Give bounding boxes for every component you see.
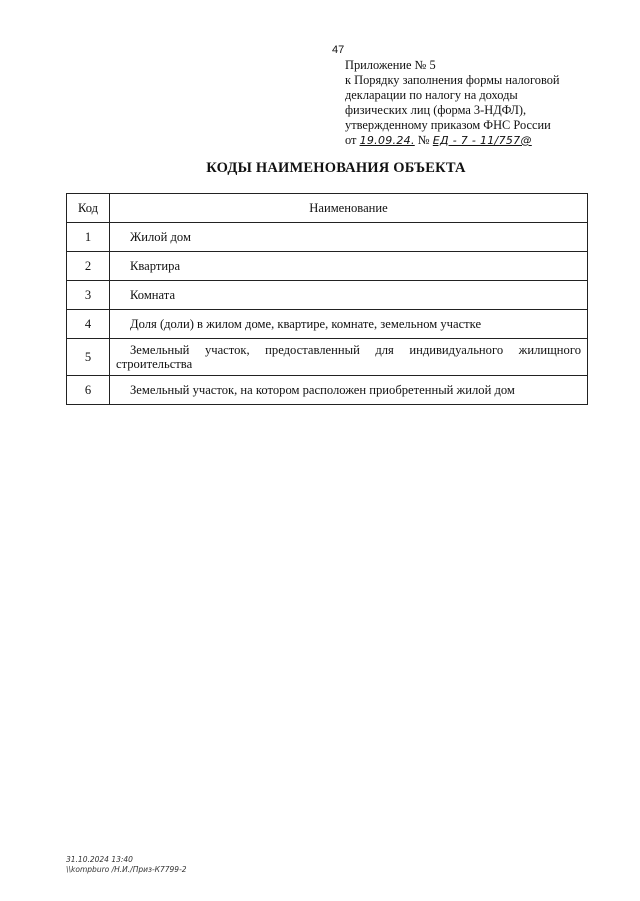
table-header-row — [67, 194, 588, 223]
appendix-block — [345, 58, 595, 148]
row-code: 1 — [67, 223, 110, 252]
table-row — [67, 223, 588, 252]
table-row — [67, 376, 588, 405]
order-number-handwritten: ЕД - 7 - 11/757@ — [432, 134, 532, 147]
table-row — [67, 339, 588, 376]
appendix-line-5: утвержденному приказом ФНС России — [345, 118, 551, 132]
footer-timestamp: 31.10.2024 13:40 — [66, 855, 133, 864]
footer-file-path: \\kompburo /Н.И./Приз-К7799-2 — [66, 865, 187, 874]
appendix-line-1: Приложение № 5 — [345, 58, 436, 72]
row-code: 3 — [67, 281, 110, 310]
appendix-line-4: физических лиц (форма 3-НДФЛ), — [345, 103, 527, 117]
table-row — [67, 281, 588, 310]
table-row — [67, 252, 588, 281]
header-code: Код — [67, 194, 110, 223]
row-name: Жилой дом — [110, 223, 588, 252]
appendix-line-2: к Порядку заполнения формы налоговой — [345, 73, 560, 87]
from-label: от — [345, 133, 357, 147]
row-name: Земельный участок, на котором расположен приобретенный жилой дом — [110, 376, 588, 405]
page-number: 47 — [332, 44, 345, 56]
order-date-handwritten: 19.09.24. — [359, 134, 415, 147]
print-footer — [66, 855, 187, 875]
row-name: Квартира — [110, 252, 588, 281]
row-code: 2 — [67, 252, 110, 281]
row-name: Комната — [110, 281, 588, 310]
row-code: 6 — [67, 376, 110, 405]
document-title: КОДЫ НАИМЕНОВАНИЯ ОБЪЕКТА — [206, 160, 466, 176]
header-name: Наименование — [110, 194, 588, 223]
codes-table — [66, 193, 588, 405]
appendix-order-line — [345, 133, 595, 148]
row-code: 5 — [67, 339, 110, 376]
number-label: № — [417, 133, 430, 147]
appendix-line-3: декларации по налогу на доходы — [345, 88, 518, 102]
row-code: 4 — [67, 310, 110, 339]
row-name: Доля (доли) в жилом доме, квартире, комнате, земельном участке — [110, 310, 588, 339]
table-row — [67, 310, 588, 339]
row-name: Земельный участок, предоставленный для индивидуального жилищного строительства — [110, 339, 588, 376]
